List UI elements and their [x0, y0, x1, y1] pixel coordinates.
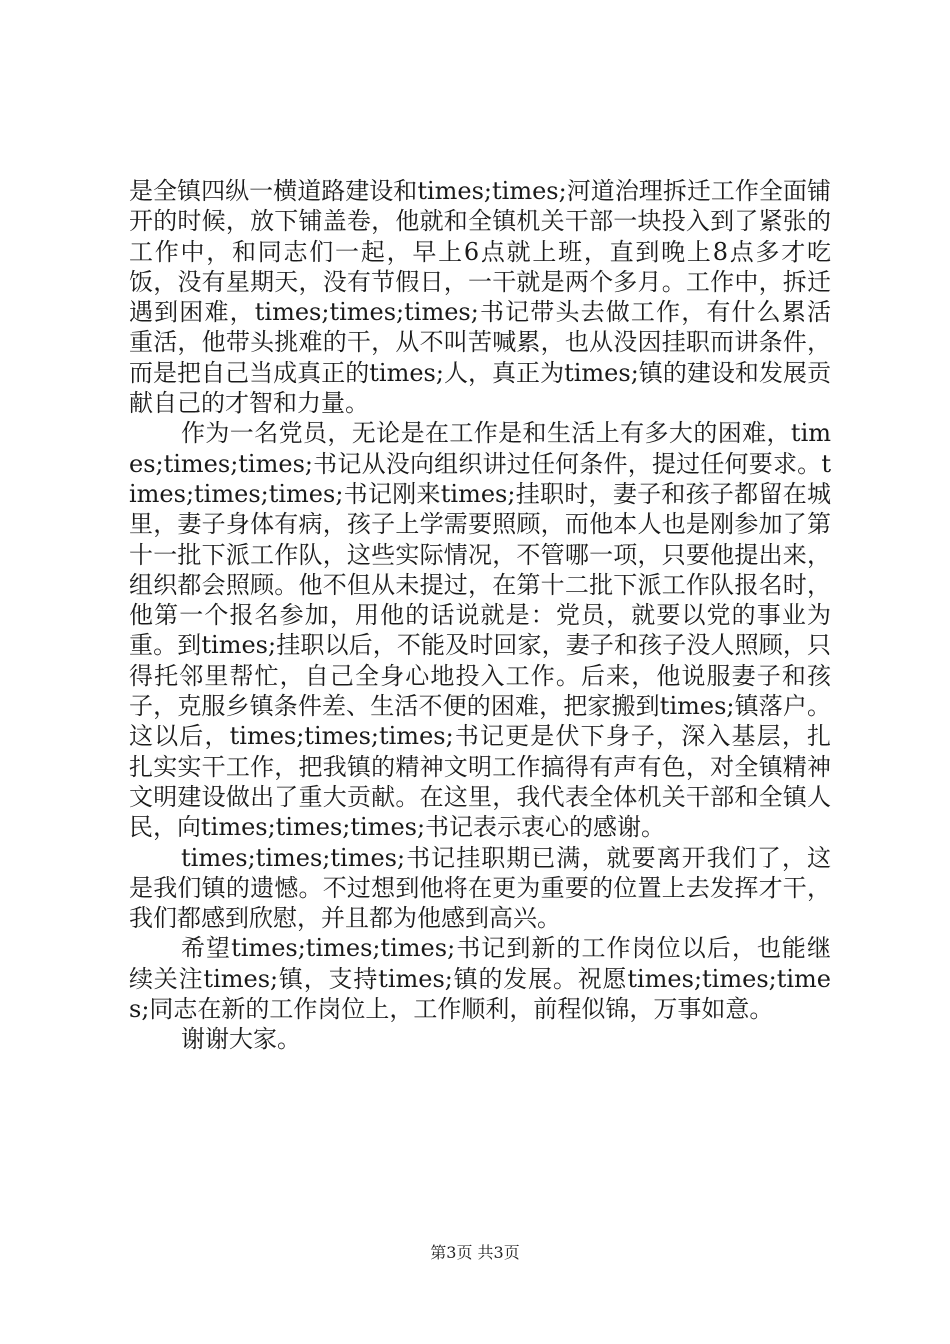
paragraph-term-ended: times;times;times;书记挂职期已满，就要离开我们了，这是我们镇的遗憾。不过想到他将在更为重要的位置上去发挥才干，我们都感到欣慰，并且都为他感到高兴。 — [129, 843, 831, 933]
paragraph-thanks: 谢谢大家。 — [181, 1025, 301, 1054]
page-footer: 第3页 共3页 — [430, 1243, 520, 1262]
paragraph-continuation: 是全镇四纵一横道路建设和times;times;河道治理拆迁工作全面铺开的时候，放下铺盖卷，他就和全镇机关干部一块投入到了紧张的工作中，和同志们一起，早上6点就上班，直到晚上8点多才吃饭，没有星期天，没有节假日，一干就是两个多月。工作中，拆迁遇到困难，times;times;times;书记带头去做工作，有什么累活重活，他带头挑难的干，从不叫苦喊累，也从没因挂职而讲条件，而是把自己当成真正的times;人，真正为times;镇的建设和发展贡献自己的才智和力量。 — [129, 177, 831, 418]
document-body — [129, 176, 831, 1055]
paragraph-wishes: 希望times;times;times;书记到新的工作岗位以后，也能继续关注times;镇，支持times;镇的发展。祝愿times;times;times;同志在新的工作岗位上，工作顺利，前程似锦，万事如意。 — [129, 934, 831, 1024]
paragraph-party-member: 作为一名党员，无论是在工作是和生活上有多大的困难，times;times;times;书记从没向组织讲过任何条件，提过任何要求。times;times;times;书记刚来times;挂职时，妻子和孩子都留在城里，妻子身体有病，孩子上学需要照顾，而他本人也是刚参加了第十一批下派工作队，这些实际情况，不管哪一项，只要他提出来，组织都会照顾。他不但从未提过，在第十二批下派工作队报名时，他第一个报名参加，用他的话说就是：党员，就要以党的事业为重。到times;挂职以后，不能及时回家，妻子和孩子没人照顾，只得托邻里帮忙，自己全身心地投入工作。后来，他说服妻子和孩子，克服乡镇条件差、生活不便的困难，把家搬到times;镇落户。这以后，times;times;times;书记更是伏下身子，深入基层，扎扎实实干工作，把我镇的精神文明工作搞得有声有色，对全镇精神文明建设做出了重大贡献。在这里，我代表全体机关干部和全镇人民，向times;times;times;书记表示衷心的感谢。 — [129, 419, 831, 842]
